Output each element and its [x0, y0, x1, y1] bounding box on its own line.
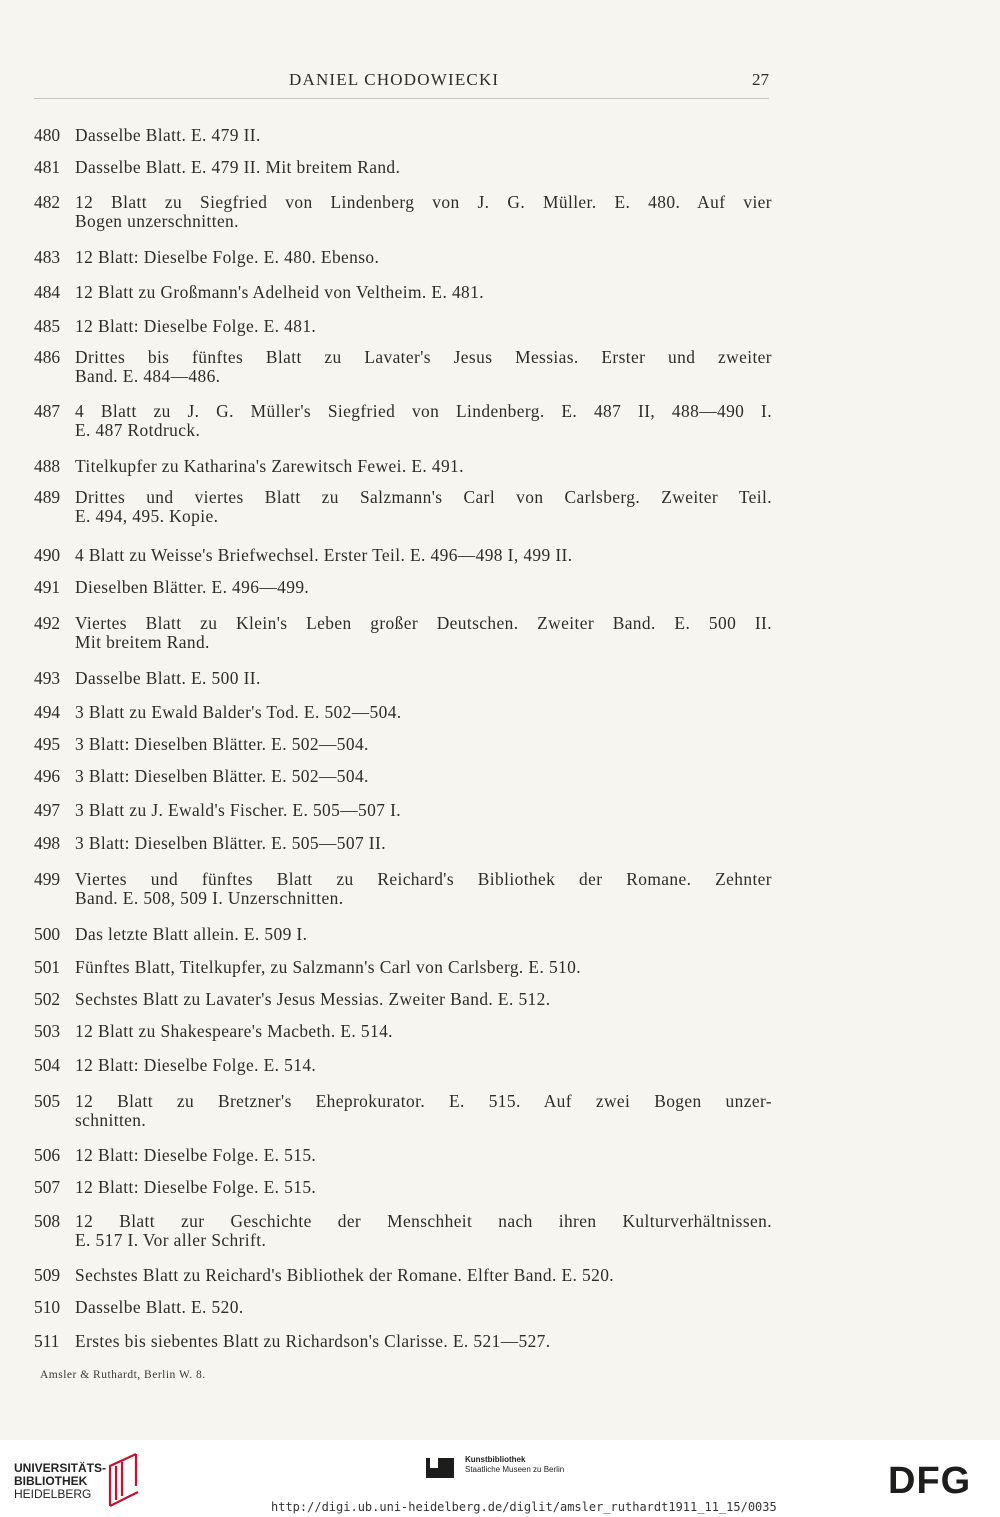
entry-text [75, 1056, 772, 1075]
catalog-entry [34, 1146, 772, 1165]
entry-text [75, 1178, 772, 1197]
entry-text [75, 767, 772, 786]
entry-text [75, 546, 772, 565]
entry-text [75, 703, 772, 722]
entry-line: E. 487 Rotdruck. [75, 420, 201, 440]
entry-number: 507 [34, 1177, 61, 1197]
entry-number: 494 [34, 702, 61, 722]
catalog-entry [34, 767, 772, 786]
entry-number: 491 [34, 577, 61, 597]
catalog-entry [34, 925, 772, 944]
uni-logo-line1: UNIVERSITÄTS- [14, 1461, 107, 1475]
entry-line: 3 Blatt: Dieselben Blätter. E. 502—504. [75, 766, 369, 786]
catalog-entry [34, 1056, 772, 1075]
entry-line: Drittes und viertes Blatt zu Salzmann's Carl von Carlsberg. Zweiter Teil. [75, 487, 772, 507]
entry-text [75, 317, 772, 336]
dfg-logo[interactable]: DFG [888, 1460, 972, 1502]
catalog-entry [34, 1332, 772, 1351]
catalog-entry [34, 1022, 772, 1041]
entry-text [75, 248, 772, 267]
entry-text [75, 958, 772, 977]
entry-number: 511 [34, 1331, 60, 1351]
entry-text [75, 488, 772, 526]
entry-line: Sechstes Blatt zu Lavater's Jesus Messias. Zweiter Band. E. 512. [75, 989, 551, 1009]
entry-line: Fünftes Blatt, Titelkupfer, zu Salzmann's Carl von Carlsberg. E. 510. [75, 957, 581, 977]
catalog-entry [34, 457, 772, 476]
running-header [34, 70, 769, 99]
catalog-entry [34, 578, 772, 597]
entry-line: 3 Blatt: Dieselben Blätter. E. 502—504. [75, 734, 369, 754]
entry-number: 484 [34, 282, 61, 302]
entry-text [75, 870, 772, 908]
entry-text [75, 126, 772, 145]
entry-text [75, 283, 772, 302]
catalog-entry [34, 283, 772, 302]
entry-text [75, 1092, 772, 1130]
digitization-footer [0, 1440, 1000, 1517]
entry-text [75, 990, 772, 1009]
entry-line: Viertes Blatt zu Klein's Leben großer Deutschen. Zweiter Band. E. 500 II. [75, 613, 772, 633]
entry-number: 495 [34, 734, 61, 754]
printer-imprint: Amsler & Ruthardt, Berlin W. 8. [40, 1369, 206, 1381]
entry-text [75, 1146, 772, 1165]
entry-line: Dieselben Blätter. E. 496—499. [75, 577, 310, 597]
entry-number: 508 [34, 1211, 61, 1231]
entry-line: Bogen unzerschnitten. [75, 211, 239, 231]
entry-number: 486 [34, 347, 61, 367]
entry-text [75, 193, 772, 231]
entry-line: 3 Blatt: Dieselben Blätter. E. 505—507 II. [75, 833, 386, 853]
catalog-entry [34, 488, 772, 526]
entry-text [75, 578, 772, 597]
entry-line: 3 Blatt zu J. Ewald's Fischer. E. 505—507 I. [75, 800, 402, 820]
entry-text [75, 402, 772, 440]
entry-line: 12 Blatt zu Bretzner's Eheprokurator. E. 515. Auf zwei Bogen unzer- [75, 1091, 772, 1111]
entry-number: 505 [34, 1091, 61, 1111]
entry-line: Mit breitem Rand. [75, 632, 210, 652]
entry-line: Dasselbe Blatt. E. 520. [75, 1297, 244, 1317]
entry-line: Titelkupfer zu Katharina's Zarewitsch Fewei. E. 491. [75, 456, 464, 476]
entry-number: 483 [34, 247, 61, 267]
entry-line: 4 Blatt zu J. G. Müller's Siegfried von Lindenberg. E. 487 II, 488—490 I. [75, 401, 772, 421]
catalog-entry [34, 1178, 772, 1197]
entry-text [75, 1298, 772, 1317]
catalog-entry [34, 801, 772, 820]
entry-line: Dasselbe Blatt. E. 500 II. [75, 668, 261, 688]
entry-text [75, 614, 772, 652]
entry-number: 503 [34, 1021, 61, 1041]
kb-line1: Kunstbibliothek [465, 1455, 526, 1464]
catalog-entry [34, 703, 772, 722]
entry-number: 498 [34, 833, 61, 853]
entry-text [75, 1212, 772, 1250]
header-title: DANIEL CHODOWIECKI [289, 70, 500, 89]
entry-number: 481 [34, 157, 61, 177]
catalog-entry [34, 1298, 772, 1317]
entry-text [75, 1022, 772, 1041]
entry-number: 485 [34, 316, 61, 336]
catalog-entry [34, 193, 772, 231]
catalog-entry [34, 546, 772, 565]
entry-line: Das letzte Blatt allein. E. 509 I. [75, 924, 308, 944]
entry-line: Drittes bis fünftes Blatt zu Lavater's Jesus Messias. Erster und zweiter [75, 347, 772, 367]
entry-number: 502 [34, 989, 61, 1009]
entry-line: Viertes und fünftes Blatt zu Reichard's Bibliothek der Romane. Zehnter [75, 869, 772, 889]
catalog-entry [34, 1266, 772, 1285]
entry-line: Band. E. 484—486. [75, 366, 221, 386]
catalog-entry [34, 1092, 772, 1130]
entry-text [75, 834, 772, 853]
entry-number: 496 [34, 766, 61, 786]
entry-number: 482 [34, 192, 61, 212]
catalog-entry [34, 248, 772, 267]
entry-text [75, 158, 772, 177]
catalog-entry [34, 735, 772, 754]
catalog-entry [34, 834, 772, 853]
entry-line: Dasselbe Blatt. E. 479 II. Mit breitem Rand. [75, 157, 401, 177]
entry-number: 497 [34, 800, 61, 820]
catalog-entry [34, 958, 772, 977]
entry-number: 499 [34, 869, 61, 889]
catalog-entry [34, 317, 772, 336]
permalink-url[interactable]: http://digi.ub.uni-heidelberg.de/diglit/amsler_ruthardt1911_11_15/0035 [271, 1500, 777, 1514]
entry-number: 480 [34, 125, 61, 145]
catalog-entry [34, 348, 772, 386]
entry-number: 501 [34, 957, 61, 977]
entry-number: 510 [34, 1297, 61, 1317]
uni-logo-line2: BIBLIOTHEK [14, 1474, 88, 1488]
entry-number: 492 [34, 613, 61, 633]
entry-line: 3 Blatt zu Ewald Balder's Tod. E. 502—504. [75, 702, 402, 722]
catalog-entry [34, 614, 772, 652]
entry-line: 12 Blatt: Dieselbe Folge. E. 481. [75, 316, 317, 336]
university-seal-icon [104, 1452, 140, 1508]
entry-line: 12 Blatt: Dieselbe Folge. E. 515. [75, 1177, 317, 1197]
entry-line: schnitten. [75, 1110, 147, 1130]
entry-line: Band. E. 508, 509 I. Unzerschnitten. [75, 888, 344, 908]
catalog-entry [34, 402, 772, 440]
entry-number: 506 [34, 1145, 61, 1165]
entry-number: 493 [34, 668, 61, 688]
kunstbibliothek-logo-icon[interactable] [426, 1452, 456, 1482]
catalog-entry [34, 158, 772, 177]
entry-line: Sechstes Blatt zu Reichard's Bibliothek der Romane. Elfter Band. E. 520. [75, 1265, 615, 1285]
entry-number: 504 [34, 1055, 61, 1075]
entry-number: 488 [34, 456, 61, 476]
entry-text [75, 669, 772, 688]
catalog-entry [34, 1212, 772, 1250]
entry-line: Erstes bis siebentes Blatt zu Richardson's Clarisse. E. 521—527. [75, 1331, 551, 1351]
entry-line: 12 Blatt zu Shakespeare's Macbeth. E. 514. [75, 1021, 393, 1041]
entry-text [75, 457, 772, 476]
entry-line: E. 517 I. Vor aller Schrift. [75, 1230, 267, 1250]
entry-line: Dasselbe Blatt. E. 479 II. [75, 125, 261, 145]
entry-number: 489 [34, 487, 61, 507]
entry-text [75, 1266, 772, 1285]
entry-line: E. 494, 495. Kopie. [75, 506, 219, 526]
entry-text [75, 801, 772, 820]
entry-text [75, 735, 772, 754]
entry-number: 487 [34, 401, 61, 421]
entry-line: 12 Blatt: Dieselbe Folge. E. 515. [75, 1145, 317, 1165]
kunstbibliothek-label [465, 1455, 564, 1475]
university-library-logo[interactable] [14, 1462, 106, 1501]
page-number: 27 [752, 70, 769, 89]
entry-number: 509 [34, 1265, 61, 1285]
entry-text [75, 925, 772, 944]
catalog-entry [34, 669, 772, 688]
entry-line: 12 Blatt: Dieselbe Folge. E. 514. [75, 1055, 317, 1075]
entry-number: 490 [34, 545, 61, 565]
entry-number: 500 [34, 924, 61, 944]
entry-line: 12 Blatt zu Siegfried von Lindenberg von J. G. Müller. E. 480. Auf vier [75, 192, 772, 212]
catalog-entry [34, 870, 772, 908]
entry-line: 4 Blatt zu Weisse's Briefwechsel. Erster Teil. E. 496—498 I, 499 II. [75, 545, 573, 565]
entry-line: 12 Blatt zur Geschichte der Menschheit nach ihren Kulturverhältnissen. [75, 1211, 772, 1231]
uni-logo-line3: HEIDELBERG [14, 1487, 92, 1501]
kb-line2: Staatliche Museen zu Berlin [465, 1465, 565, 1474]
entry-line: 12 Blatt zu Großmann's Adelheid von Veltheim. E. 481. [75, 282, 484, 302]
entry-line: 12 Blatt: Dieselbe Folge. E. 480. Ebenso. [75, 247, 380, 267]
catalog-entry [34, 990, 772, 1009]
entry-text [75, 1332, 772, 1351]
entry-text [75, 348, 772, 386]
catalog-entry [34, 126, 772, 145]
